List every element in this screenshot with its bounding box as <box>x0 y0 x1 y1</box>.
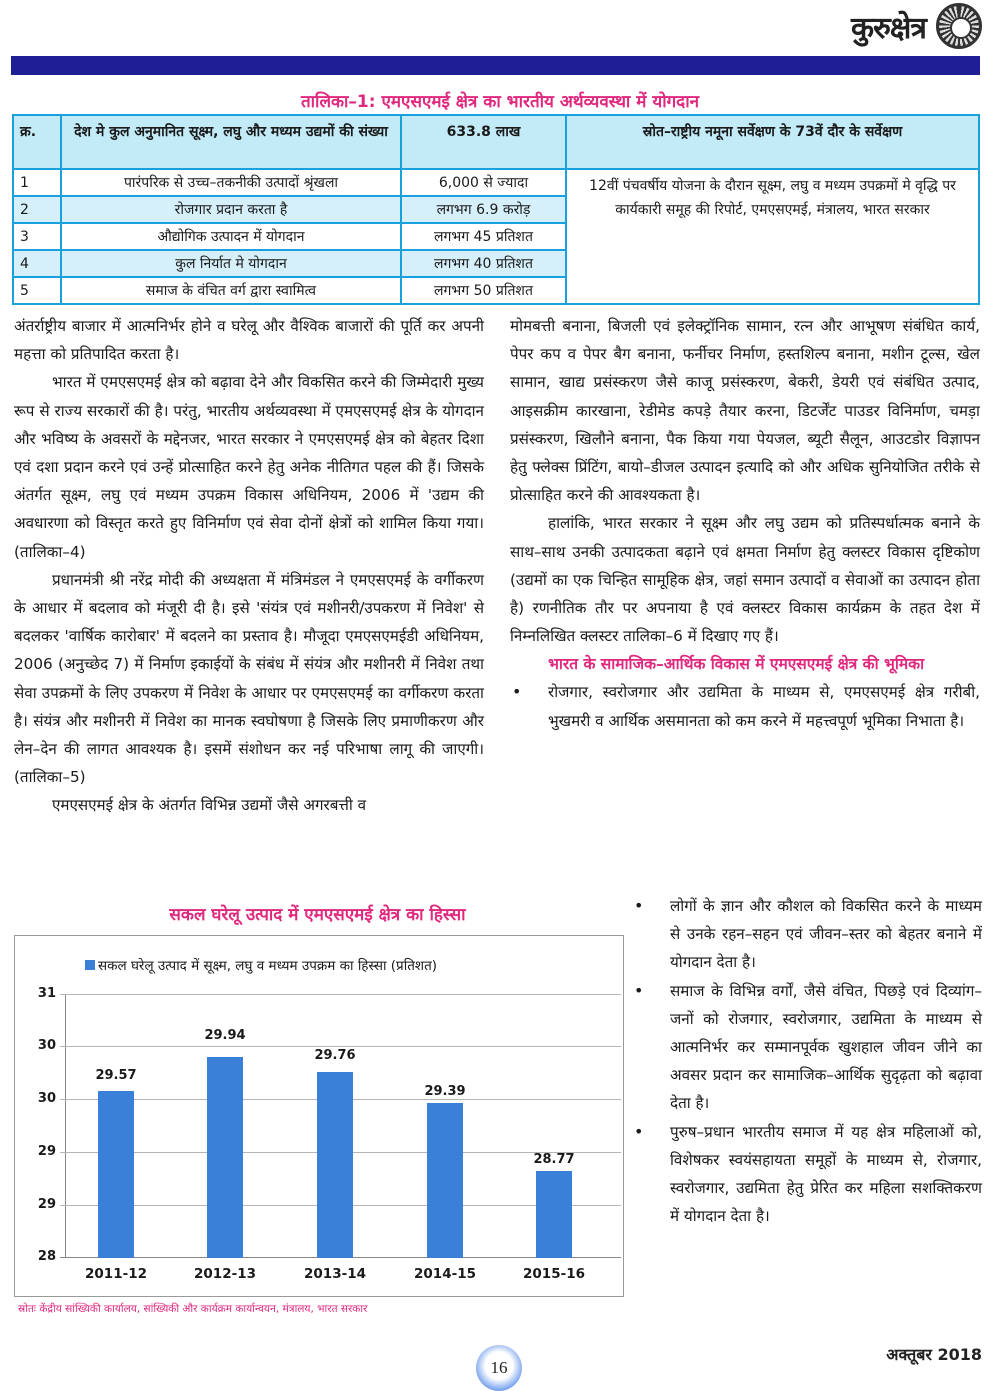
bar-2013-14 <box>317 1072 353 1258</box>
plot-area <box>37 986 620 1282</box>
bar-value-label: 29.94 <box>204 1028 246 1043</box>
y-tick-label: 29 <box>37 1144 56 1159</box>
legend-swatch-icon <box>85 960 95 970</box>
table-row <box>13 169 979 196</box>
chart-legend <box>85 956 437 974</box>
issue-date: अक्तूबर 2018 <box>886 1345 982 1364</box>
right-column <box>510 312 980 735</box>
header-bar <box>11 56 980 75</box>
row-num: 4 <box>13 250 61 277</box>
bar-value-label: 29.76 <box>314 1048 356 1063</box>
chart-source: स्रोतः केंद्रीय सांख्यिकी कार्यालय, सांख्यिकी और कार्यक्रम कार्यान्वयन, मंत्रालय, भारत सरकार <box>18 1303 368 1315</box>
header-source: स्रोत–राष्ट्रीय नमूना सर्वेक्षण के 73वें दौर के सर्वेक्षण <box>566 115 979 169</box>
bar-value-label: 29.57 <box>95 1068 137 1083</box>
left-column <box>14 312 484 820</box>
y-tick-label: 28 <box>37 1249 56 1264</box>
y-tick-label: 31 <box>37 986 56 1001</box>
gdp-share-bar-chart <box>14 935 624 1297</box>
y-tick-label: 29 <box>37 1197 56 1212</box>
row-value: लगभग 40 प्रतिशत <box>401 250 566 277</box>
header-num: क्र. <box>13 115 61 169</box>
paragraph: भारत में एमएसएमई क्षेत्र को बढ़ावा देने और विकसित करने की जिम्मेदारी मुख्य रूप से राज्य सरकारों की है। परंतु, भारतीय अर्थव्यवस्था में एमएसएमई क्षेत्र के योगदान और भविष्य के अवसरों के मद्देनजर, भारत सरकार ने एमएसएमई क्षेत्र को बेहतर दिशा एवं दशा प्रदान करने एवं उन्हें प्रोत्साहित करने हेतु अनेक नीतिगत पहल की हैं। जिसके अंतर्गत सूक्ष्म, लघु एवं मध्यम उपक्रम विकास अधिनियम, 2006 में 'उद्यम की अवधारणा को विस्तृत करते हुए विनिर्माण एवं सेवा दोनों क्षेत्रों को शामिल किया गया। (तालिका–4) <box>14 373 484 561</box>
bullet-list <box>632 892 982 1230</box>
row-num: 1 <box>13 169 61 196</box>
bar-2014-15 <box>427 1103 463 1258</box>
wheel-emblem-icon <box>936 3 982 49</box>
x-tick-label: 2012-13 <box>194 1266 256 1282</box>
x-tick-label: 2013-14 <box>304 1266 366 1282</box>
bullet-item: • पुरुष–प्रधान भारतीय समाज में यह क्षेत्र महिलाओं को, विशेषकर स्वयंसहायता समूहों के माध्यम से, रोजगार, स्वरोजगार, उद्यमिता हेतु प्रेरित कर महिला सशक्तिकरण में योगदान देता है। <box>632 1118 982 1231</box>
paragraph: प्रधानमंत्री श्री नरेंद्र मोदी की अध्यक्षता में मंत्रिमंडल ने एमएसएमई के वर्गीकरण के आधार में बदलाव को मंजूरी दी है। इसे 'संयंत्र एवं मशीनरी/उपकरण में निवेश' से बदलकर 'वार्षिक कारोबार' में बदलने का प्रस्ताव है। मौजूदा एमएसएमईडी अधिनियम, 2006 (अनुच्छेद 7) में निर्माण इकाईयों के संबंध में संयंत्र और मशीनरी में निवेश तथा सेवा उपक्रमों के लिए उपकरण में निवेश के आधार पर एमएसएमई का वर्गीकरण करता है। संयंत्र और मशीनरी में निवेश का मानक स्वघोषणा है जिसके लिए प्रमाणीकरण और लेन–देन की लागत आवश्यक है। इसमें संशोधन कर नई परिभाषा लागू की जाएगी। (तालिका–5) <box>14 570 484 787</box>
header-desc: देश मे कुल अनुमानित सूक्ष्म, लघु और मध्यम उद्यमों की संख्या <box>61 115 401 169</box>
x-tick-label: 2011-12 <box>85 1266 147 1282</box>
bullet-item: • रोजगार, स्वरोजगार और उद्यमिता के माध्यम से, एमएसएमई क्षेत्र गरीबी, भुखमरी व आर्थिक असमानता को कम करने में महत्त्वपूर्ण भूमिका निभाता है। <box>510 678 980 734</box>
table-header-row <box>13 115 979 169</box>
x-tick-label: 2015-16 <box>523 1266 585 1282</box>
legend-label: सकल घरेलू उत्पाद में सूक्ष्म, लघु व मध्यम उपक्रम का हिस्सा (प्रतिशत) <box>98 958 438 974</box>
row-desc: समाज के वंचित वर्ग द्वारा स्वामित्व <box>61 277 401 304</box>
table-source-note: 12वीं पंचवर्षीय योजना के दौरान सूक्ष्म, लघु व मध्यम उपक्रमों मे वृद्धि पर कार्यकारी समूह की रिपोर्ट, एमएसएमई, मंत्रालय, भारत सरकार <box>566 169 979 304</box>
row-desc: पारंपरिक से उच्च–तकनीकी उत्पादों श्रृंखला <box>61 169 401 196</box>
bar-2015-16 <box>536 1171 572 1258</box>
row-desc: रोजगार प्रदान करता है <box>61 196 401 223</box>
gridline <box>60 994 621 995</box>
table-1-title: तालिका–1: एमएसएमई क्षेत्र का भारतीय अर्थव्यवस्था में योगदान <box>300 92 700 112</box>
bar-2011-12 <box>98 1091 134 1258</box>
row-value: लगभग 50 प्रतिशत <box>401 277 566 304</box>
y-tick-label: 30 <box>37 1091 56 1106</box>
bullet-item: • समाज के विभिन्न वर्गों, जैसे वंचित, पिछड़े एवं दिव्यांग–जनों को रोजगार, स्वरोजगार, उद्यमिता के माध्यम से आत्मनिर्भर कर सम्मानपूर्वक खुशहाल जीवन जीने का अवसर प्रदान कर सामाजिक–आर्थिक सुदृढ़ता को बढ़ावा देता है। <box>632 977 982 1118</box>
page-number: 16 <box>476 1345 522 1391</box>
row-num: 2 <box>13 196 61 223</box>
bar-value-label: 28.77 <box>533 1152 575 1167</box>
y-tick-label: 30 <box>37 1038 56 1053</box>
row-value: लगभग 6.9 करोड़ <box>401 196 566 223</box>
row-desc: औद्योगिक उत्पादन में योगदान <box>61 223 401 250</box>
bar-2012-13 <box>207 1057 243 1258</box>
header-value: 633.8 लाख <box>401 115 566 169</box>
bullet-item: • लोगों के ज्ञान और कौशल को विकसित करने के माध्यम से उनके रहन–सहन एवं जीवन–स्तर को बेहतर बनाने में योगदान देता है। <box>632 892 982 977</box>
bar-value-label: 29.39 <box>424 1084 466 1099</box>
gridline <box>60 1046 621 1047</box>
magazine-title: कुरुक्षेत्र <box>850 10 926 46</box>
chart-title: सकल घरेलू उत्पाद में एमएसएमई क्षेत्र का हिस्सा <box>169 905 466 925</box>
row-value: लगभग 45 प्रतिशत <box>401 223 566 250</box>
table-1 <box>12 114 980 305</box>
paragraph: मोमबत्ती बनाना, बिजली एवं इलेक्ट्रॉनिक सामान, रत्न और आभूषण संबंधित कार्य, पेपर कप व पेपर बैग बनाना, फर्नीचर निर्माण, हस्तशिल्प बनाना, मशीन टूल्स, खेल सामान, खाद्य प्रसंस्करण जैसे काजू प्रसंस्करण, बेकरी, डेयरी एवं संबंधित उत्पाद, आइसक्रीम कारखाना, रेडीमेड कपड़े तैयार करना, डिटर्जेंट पाउडर विनिर्माण, चमड़ा प्रसंस्करण, खिलौने बनाना, पैक किया गया पेयजल, ब्यूटी सैलून, आउटडोर विज्ञापन हेतु फ्लेक्स प्रिंटिंग, बायो–डीजल उत्पादन इत्यादि को और अधिक सुनियोजित तरीके से प्रोत्साहित करने की आवश्यकता है। <box>510 317 980 505</box>
paragraph: हालांकि, भारत सरकार ने सूक्ष्म और लघु उद्यम को प्रतिस्पर्धात्मक बनाने के साथ–साथ उनकी उत्पादकता बढ़ाने एवं क्षमता निर्माण हेतु क्लस्टर विकास दृष्टिकोण (उद्यमों का एक चिन्हित सामूहिक क्षेत्र, जहां समान उत्पादों व सेवाओं का उत्पादन होता है) रणनीतिक तौर पर अपनाया है एवं क्लस्टर विकास कार्यक्रम के तहत देश में निम्नलिखित क्लस्टर तालिका–6 में दिखाए गए हैं। <box>510 514 980 646</box>
row-value: 6,000 से ज्यादा <box>401 169 566 196</box>
row-desc: कुल निर्यात मे योगदान <box>61 250 401 277</box>
paragraph: एमएसएमई क्षेत्र के अंतर्गत विभिन्न उद्यमों जैसे अगरबत्ती व <box>52 796 367 815</box>
row-num: 3 <box>13 223 61 250</box>
x-tick-label: 2014-15 <box>414 1266 476 1282</box>
masthead <box>851 0 982 52</box>
paragraph: अंतर्राष्ट्रीय बाजार में आत्मनिर्भर होने व घरेलू और वैश्विक बाजारों की पूर्ति कर अपनी महत्ता को प्रतिपादित करता है। <box>14 317 484 364</box>
section-heading: भारत के सामाजिक–आर्थिक विकास में एमएसएमई क्षेत्र की भूमिका <box>548 655 925 674</box>
row-num: 5 <box>13 277 61 304</box>
